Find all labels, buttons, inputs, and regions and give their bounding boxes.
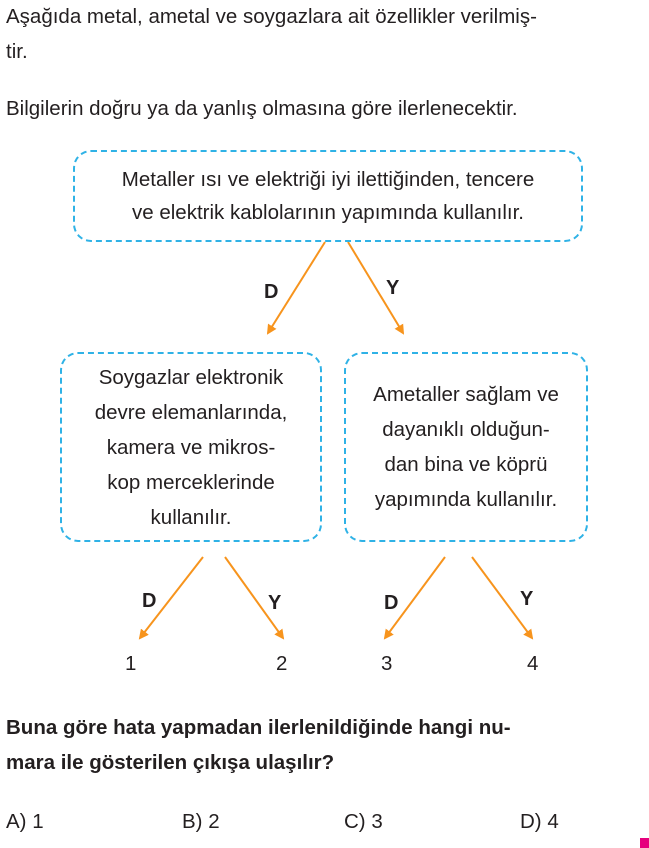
exit-3: 3 <box>381 652 393 675</box>
root-line-1: Metaller ısı ve elektriği iyi ilettiğinden, tencere <box>121 168 535 191</box>
label-right-d: D <box>384 592 399 614</box>
right-statement-box <box>344 352 588 542</box>
option-b[interactable]: B) 2 <box>182 810 220 833</box>
left-statement-box <box>60 352 322 542</box>
root-statement-box <box>73 150 583 242</box>
intro-line-2: tir. <box>6 40 28 63</box>
right-line-4: yapımında kullanılır. <box>374 488 558 511</box>
exit-1: 1 <box>125 652 137 675</box>
option-c[interactable]: C) 3 <box>344 810 383 833</box>
label-left-d: D <box>142 590 157 612</box>
option-d[interactable]: D) 4 <box>520 810 559 833</box>
right-line-2: dayanıklı olduğun- <box>382 418 550 441</box>
intro-line-3: Bilgilerin doğru ya da yanlış olmasına göre ilerlenecektir. <box>6 97 518 120</box>
root-line-2: ve elektrik kablolarının yapımında kullanılır. <box>132 201 524 224</box>
left-line-5: kullanılır. <box>150 505 232 529</box>
label-root-y: Y <box>386 277 400 299</box>
intro-line-1: Aşağıda metal, ametal ve soygazlara ait özellikler verilmiş- <box>6 5 537 28</box>
left-line-1: Soygazlar elektronik <box>98 365 284 389</box>
page-corner-mark <box>640 838 649 848</box>
question-line-2: mara ile gösterilen çıkışa ulaşılır? <box>6 751 335 774</box>
option-a[interactable]: A) 1 <box>6 810 44 833</box>
right-line-3: dan bina ve köprü <box>384 453 548 476</box>
left-line-3: kamera ve mikros- <box>106 435 276 459</box>
question-line-1: Buna göre hata yapmadan ilerlenildiğinde hangi nu- <box>6 716 511 739</box>
left-line-4: kop merceklerinde <box>107 470 275 494</box>
exit-4: 4 <box>527 652 539 675</box>
label-right-y: Y <box>520 588 534 610</box>
label-left-y: Y <box>268 592 282 614</box>
right-line-1: Ametaller sağlam ve <box>373 383 559 406</box>
left-line-2: devre elemanlarında, <box>94 400 288 424</box>
label-root-d: D <box>264 281 279 303</box>
exit-2: 2 <box>276 652 288 675</box>
